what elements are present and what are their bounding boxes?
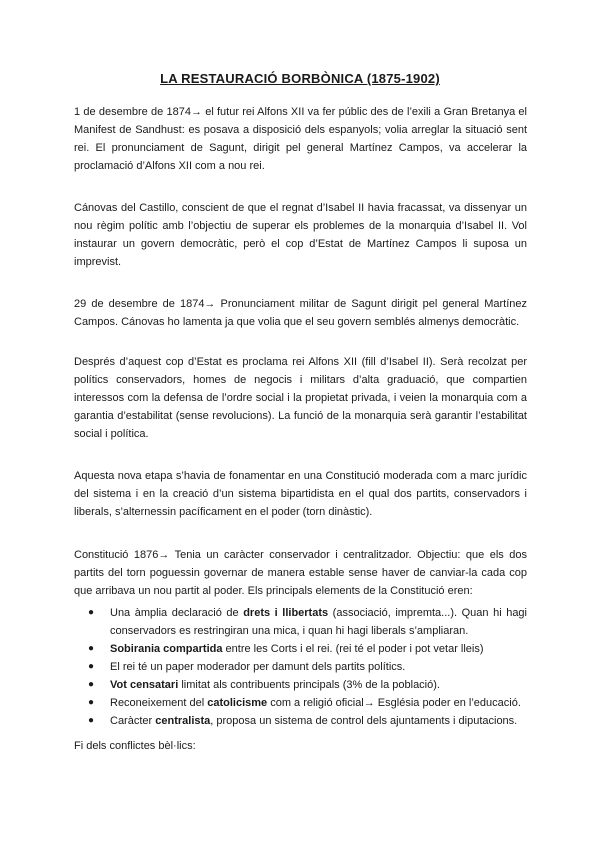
list-item: ● Caràcter centralista, proposa un sistema de control dels ajuntaments i diputacions. xyxy=(74,712,527,730)
list-item: ● El rei té un paper moderador per damunt dels partits polítics. xyxy=(74,658,527,676)
list-item: ● Sobirania compartida entre les Corts i el rei. (rei té el poder i pot vetar lleis) xyxy=(74,640,527,658)
bullet-icon: ● xyxy=(88,697,95,708)
paragraph-new-stage: Aquesta nova etapa s’havia de fonamentar en una Constitució moderada com a marc jurídic del sistema i en la creació d’un sistema bipartidista en el qual dos partits, conservadors i liberals, s’alternessin pacíficament en el poder (torn dinàstic). xyxy=(74,470,527,518)
bullet-icon: ● xyxy=(88,715,95,726)
page-title: LA RESTAURACIÓ BORBÒNICA (1875-1902) xyxy=(160,71,440,86)
bullet-icon: ● xyxy=(88,661,95,672)
paragraph-constitution: Constitució 1876→ Tenia un caràcter conservador i centralitzador. Objectiu: que els dos partits del torn poguessin governar de manera estable sense haver de canviar-la cada cop que arribava un nou partit al poder. Els principals elements de la Constitució eren: xyxy=(74,549,527,597)
paragraph-sagunt: 29 de desembre de 1874→ Pronunciament militar de Sagunt dirigit pel general Martínez Campos. Cánovas ho lamenta ja que volia que el seu govern semblés almenys democràtic. xyxy=(74,298,527,328)
list-item: ● Reconeixement del catolicisme com a religió oficial→ Església poder en l’educació. xyxy=(74,694,527,712)
list-item: ● Una àmplia declaració de drets i llibertats (associació, impremta...). Quan hi hagi conservadors es restringiran una mica, i quan hi hagi liberals s’ampliaran. xyxy=(74,604,527,640)
paragraph-proclamation: Després d’aquest cop d’Estat es proclama rei Alfons XII (fill d’Isabel II). Serà recolzat per polítics conservadors, homes de negocis i militars d’alta graduació, que compartien interessos com la defensa de l’ordre social i la propietat privada, i veien la monarquia com a garantia d’estabilitat (sense revolucions). La funció de la monarquia serà garantir l’estabilitat social i política. xyxy=(74,356,527,440)
bullet-icon: ● xyxy=(88,643,95,654)
paragraph-canovas: Cánovas del Castillo, conscient de que el regnat d’Isabel II havia fracassat, va dissenyar un nou règim polític amb l’objectiu de superar els problemes de la monarquia d’Isabel II. Vol instaurar un govern democràtic, però el cop d’Estat de Martínez Campos li suposa un imprevist. xyxy=(74,202,527,268)
list-item: ● Vot censatari limitat als contribuents principals (3% de la població). xyxy=(74,676,527,694)
paragraph-manifest: 1 de desembre de 1874→ el futur rei Alfons XII va fer públic des de l’exili a Gran Bretanya el Manifest de Sandhust: es posava a disposició dels espanyols; volia arreglar la situació sent rei. El pronunciament de Sagunt, dirigit pel general Martínez Campos, va accelerar la proclamació d’Alfons XII com a nou rei. xyxy=(74,106,527,172)
bullet-icon: ● xyxy=(88,679,95,690)
constitution-elements-list xyxy=(74,604,527,730)
closing-line: Fi dels conflictes bèl·lics: xyxy=(74,740,196,752)
bullet-icon: ● xyxy=(88,607,95,618)
